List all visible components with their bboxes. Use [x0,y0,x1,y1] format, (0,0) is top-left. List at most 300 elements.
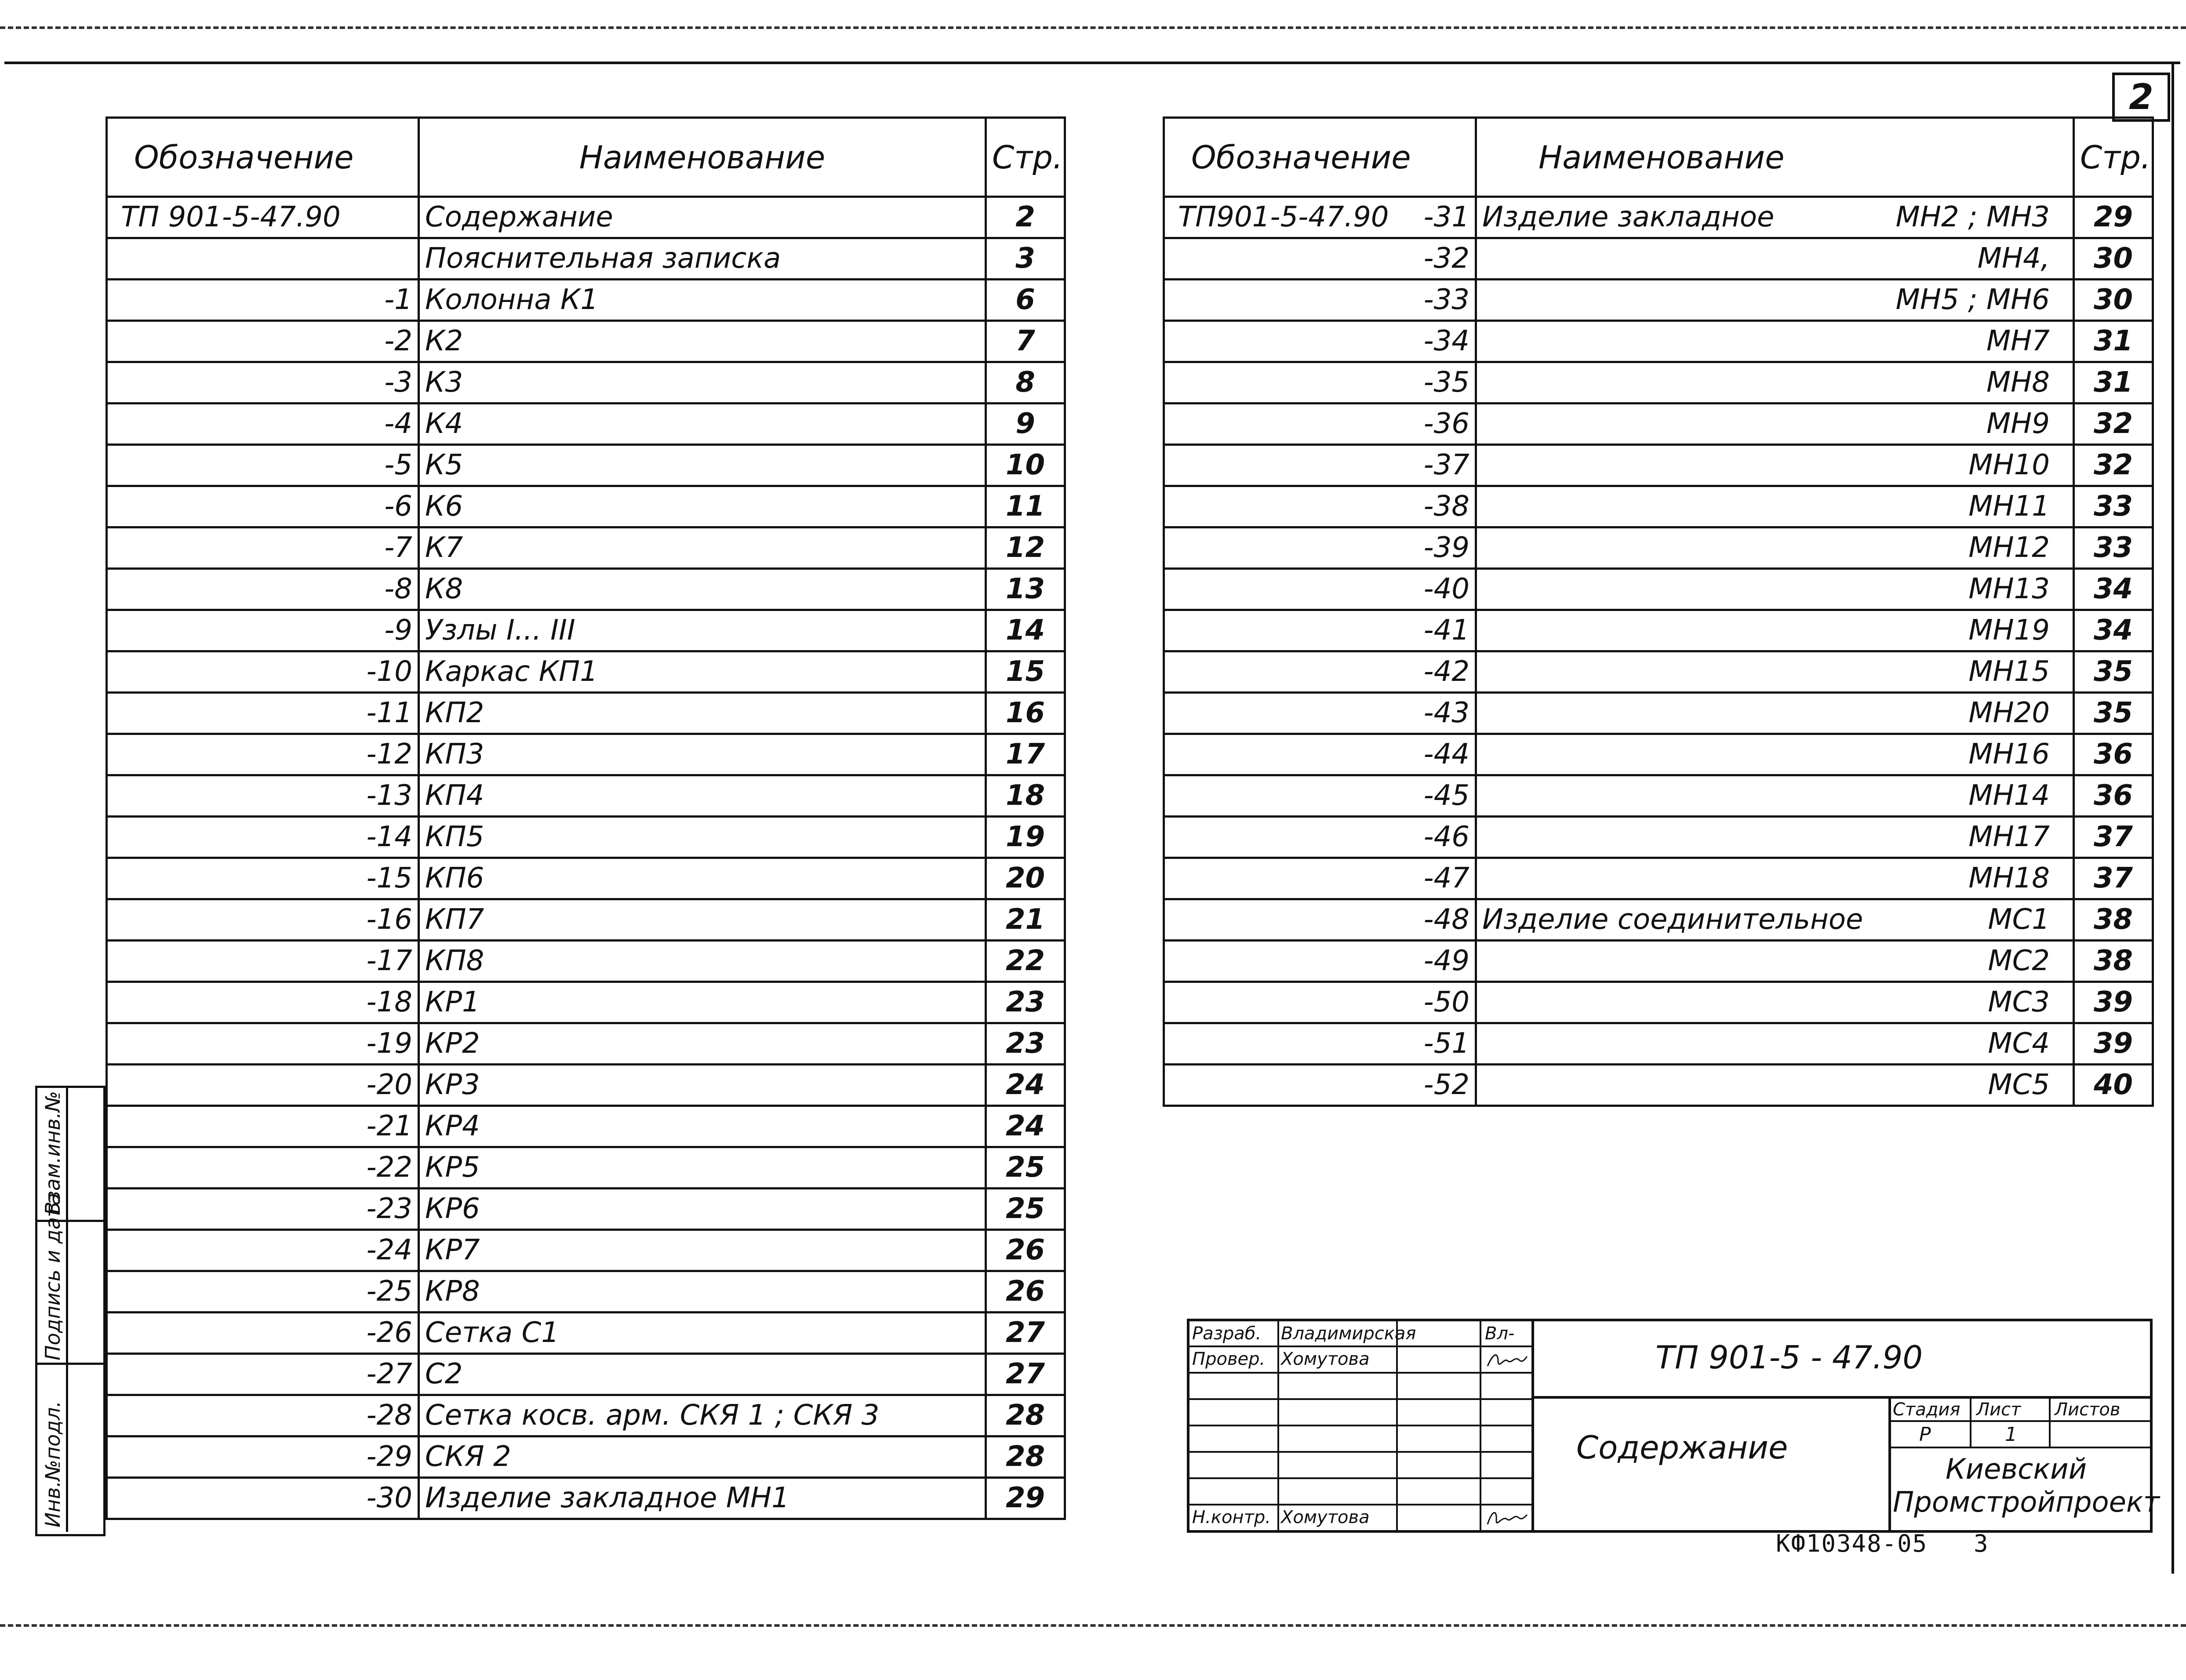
row-page: 13 [986,569,1065,610]
row-code: ТП 901-5-47.90 [107,197,419,238]
row-page: 18 [986,775,1065,817]
row-code-cell [1164,817,1476,858]
row-page: 39 [2074,1023,2153,1065]
name-checker: Хомутова [1281,1349,1370,1369]
row-name: Изделие закладное МН1 [419,1478,986,1519]
row-page: 3 [986,238,1065,280]
row-name: К5 [419,445,986,486]
row-code-cell [1164,1065,1476,1106]
row-mark: МН14 [1968,779,2050,812]
row-page: 33 [2074,486,2153,527]
table-row [107,527,1065,569]
row-mark: МН19 [1968,614,2050,647]
row-mark: МН9 [1986,407,2050,440]
document-code: ТП 901-5 - 47.90 [1655,1339,1923,1376]
row-code: -37 [1423,449,1469,481]
row-name-cell [1476,238,2074,280]
top-edge-line [0,26,2186,29]
row-page: 36 [2074,775,2153,817]
row-name: СКЯ 2 [419,1436,986,1478]
row-name: КП7 [419,899,986,941]
row-name: КП4 [419,775,986,817]
row-code: -5 [107,445,419,486]
row-page: 16 [986,693,1065,734]
row-name-cell [1476,651,2074,693]
table-row [107,858,1065,899]
row-code: -47 [1423,862,1469,895]
row-page: 29 [986,1478,1065,1519]
row-page: 8 [986,362,1065,404]
row-code-cell [1164,858,1476,899]
row-code: -22 [107,1147,419,1189]
table-row [107,1271,1065,1313]
table-row [1164,362,2153,404]
row-code: -41 [1423,614,1469,647]
row-page: 35 [2074,693,2153,734]
row-name-cell [1476,321,2074,362]
row-page: 27 [986,1354,1065,1395]
tb-divider [1189,1504,1531,1505]
row-page: 19 [986,817,1065,858]
tb-divider [2049,1396,2051,1448]
role-developer: Разраб. [1192,1324,1262,1344]
header-page: Стр. [2074,118,2153,197]
row-page: 17 [986,734,1065,775]
row-code: -23 [107,1189,419,1230]
row-name: Содержание [419,197,986,238]
tb-divider [1189,1345,1531,1347]
row-page: 33 [2074,527,2153,569]
signature-norm-control [1485,1506,1529,1529]
row-code: -51 [1423,1027,1469,1060]
row-name-cell [1476,899,2074,941]
table-row [1164,238,2153,280]
row-name: К6 [419,486,986,527]
row-name: КР3 [419,1065,986,1106]
table-row [107,693,1065,734]
right-border-line [2171,62,2174,1574]
row-code: -39 [1423,531,1469,564]
bottom-edge-line [0,1624,2186,1627]
row-code: -4 [107,404,419,445]
table-row [1164,899,2153,941]
row-code-cell [1164,610,1476,651]
row-name-cell [1476,445,2074,486]
role-norm-control: Н.контр. [1192,1507,1271,1527]
row-name: С2 [419,1354,986,1395]
row-name: КП2 [419,693,986,734]
table-row [107,1354,1065,1395]
row-name: Пояснительная записка [419,238,986,280]
table-row [107,1230,1065,1271]
row-code: -12 [107,734,419,775]
row-code-cell [1164,238,1476,280]
row-mark: МН5 ; МН6 [1895,284,2050,316]
row-page: 12 [986,527,1065,569]
row-code: -30 [107,1478,419,1519]
row-page: 32 [2074,445,2153,486]
row-code: -8 [107,569,419,610]
row-page: 28 [986,1436,1065,1478]
row-page: 26 [986,1271,1065,1313]
row-code-cell [1164,321,1476,362]
row-code: -29 [107,1436,419,1478]
table-row [107,486,1065,527]
row-name-cell [1476,569,2074,610]
row-code: -19 [107,1023,419,1065]
table-row [1164,1065,2153,1106]
sheet-label: Лист [1976,1400,2021,1420]
header-name: Наименование [1476,118,2074,197]
row-name-cell [1476,817,2074,858]
row-name: КР4 [419,1106,986,1147]
table-row [107,899,1065,941]
row-code: -20 [107,1065,419,1106]
row-code: -18 [107,982,419,1023]
row-code-cell [1164,197,1476,238]
role-checker: Провер. [1192,1349,1266,1369]
row-code-cell [1164,362,1476,404]
row-name-cell [1476,982,2074,1023]
row-code: -43 [1423,697,1469,729]
row-code: -1 [107,280,419,321]
row-code: -35 [1423,366,1469,399]
row-page: 24 [986,1065,1065,1106]
header-code: Обозначение [1164,118,1476,197]
row-name-cell [1476,1023,2074,1065]
row-code: -42 [1423,655,1469,688]
row-page: 38 [2074,899,2153,941]
margin-label-signature-date: Подпись и дата [41,1193,65,1360]
table-row [1164,527,2153,569]
row-page: 21 [986,899,1065,941]
row-page: 15 [986,651,1065,693]
table-row [107,197,1065,238]
table-row [1164,445,2153,486]
row-name: Сетка косв. арм. СКЯ 1 ; СКЯ 3 [419,1395,986,1436]
row-page: 25 [986,1189,1065,1230]
row-code [107,238,419,280]
row-mark: МН17 [1968,821,2050,853]
stage-value: Р [1919,1423,1931,1446]
row-mark: МС2 [1988,945,2050,977]
archive-code: КФ10348-05 [1776,1530,1928,1557]
row-page: 38 [2074,941,2153,982]
table-header-row [1164,118,2153,197]
row-mark: МН4, [1977,242,2050,275]
row-page: 34 [2074,610,2153,651]
table-row [1164,693,2153,734]
row-mark: МН12 [1968,531,2050,564]
row-name: КР8 [419,1271,986,1313]
row-name: К8 [419,569,986,610]
tb-divider [1531,1396,2150,1399]
row-code: -15 [107,858,419,899]
header-page: Стр. [986,118,1065,197]
row-name: Изделие соединительное [1482,903,1863,936]
row-code: -49 [1423,945,1469,977]
row-name-cell [1476,404,2074,445]
table-row [107,775,1065,817]
row-code-cell [1164,404,1476,445]
row-code-cell [1164,775,1476,817]
row-page: 23 [986,982,1065,1023]
row-name: КР2 [419,1023,986,1065]
row-page: 25 [986,1147,1065,1189]
table-row [107,321,1065,362]
table-row [107,1395,1065,1436]
table-row [1164,651,2153,693]
row-code: -31 [1423,201,1469,233]
row-page: 9 [986,404,1065,445]
row-code-cell [1164,486,1476,527]
row-name-cell [1476,1065,2074,1106]
table-row [1164,569,2153,610]
row-name-cell [1476,734,2074,775]
row-code: -24 [107,1230,419,1271]
row-code: -9 [107,610,419,651]
table-row [107,982,1065,1023]
row-mark: МН16 [1968,738,2050,771]
row-mark: МН2 ; МН3 [1895,201,2050,233]
row-code: -3 [107,362,419,404]
row-name: КР6 [419,1189,986,1230]
tb-divider [1189,1398,1531,1400]
row-mark: МН10 [1968,449,2050,481]
row-code: -44 [1423,738,1469,771]
name-developer: Владимирская [1281,1324,1416,1344]
row-name: К7 [419,527,986,569]
row-name: К2 [419,321,986,362]
sheet-value: 1 [2005,1423,2017,1446]
table-row [1164,982,2153,1023]
table-row [1164,858,2153,899]
table-row [107,445,1065,486]
row-code-cell [1164,693,1476,734]
table-row [107,610,1065,651]
margin-label-replaced-inv: Взам.инв.№ [41,1091,65,1215]
row-code: -10 [107,651,419,693]
table-row [1164,734,2153,775]
row-code-cell [1164,899,1476,941]
table-row [1164,404,2153,445]
tb-divider [1531,1321,1534,1530]
table-row [1164,321,2153,362]
row-name: К3 [419,362,986,404]
row-name-cell [1476,527,2074,569]
row-code-cell [1164,445,1476,486]
row-code-cell [1164,651,1476,693]
row-code: -14 [107,817,419,858]
row-code: -50 [1423,986,1469,1018]
row-page: 30 [2074,280,2153,321]
table-row [107,1436,1065,1478]
row-code-cell [1164,1023,1476,1065]
row-name: КП3 [419,734,986,775]
row-code-cell [1164,527,1476,569]
row-code: -7 [107,527,419,569]
row-code-prefix: ТП901-5-47.90 [1178,201,1389,233]
row-page: 27 [986,1313,1065,1354]
row-page: 6 [986,280,1065,321]
margin-label-original-inv: Инв.№подл. [41,1400,65,1527]
table-row [1164,817,2153,858]
table-row [107,1478,1065,1519]
row-name: КР5 [419,1147,986,1189]
table-row [107,734,1065,775]
row-page: 36 [2074,734,2153,775]
table-row [1164,941,2153,982]
row-name: КП6 [419,858,986,899]
table-header-row [107,118,1065,197]
organization-line-1: Киевский [1946,1453,2087,1486]
signature-checker [1485,1349,1529,1371]
row-page: 22 [986,941,1065,982]
sheet-title: Содержание [1576,1429,1788,1466]
sheet-number: 2 [2112,73,2170,122]
row-code-cell [1164,569,1476,610]
header-name: Наименование [419,118,986,197]
row-page: 10 [986,445,1065,486]
row-name: К4 [419,404,986,445]
tb-divider [1189,1477,1531,1479]
row-name-cell [1476,486,2074,527]
table-row [107,404,1065,445]
row-code: -33 [1423,284,1469,316]
table-row [107,1189,1065,1230]
row-name-cell [1476,941,2074,982]
row-name-cell [1476,197,2074,238]
table-row [1164,610,2153,651]
table-row [107,1065,1065,1106]
row-name: Изделие закладное [1482,201,1775,233]
row-name: Каркас КП1 [419,651,986,693]
row-name-cell [1476,693,2074,734]
row-mark: МН15 [1968,655,2050,688]
row-mark: МС3 [1988,986,2050,1018]
table-row [1164,280,2153,321]
row-code-cell [1164,982,1476,1023]
row-mark: МН18 [1968,862,2050,895]
table-row [107,817,1065,858]
row-mark: МС5 [1988,1069,2050,1101]
row-name: КР1 [419,982,986,1023]
tb-divider [1189,1372,1531,1374]
row-code: -38 [1423,490,1469,523]
row-name: Узлы I... III [419,610,986,651]
organization-line-2: Промстройпроект [1893,1486,2160,1519]
row-name: КП8 [419,941,986,982]
table-row [107,1106,1065,1147]
contents-table-left [105,116,1066,1520]
tb-divider [1970,1396,1971,1448]
row-mark: МС4 [1988,1027,2050,1060]
table-row [107,362,1065,404]
table-row [107,941,1065,982]
table-row [107,1147,1065,1189]
row-page: 37 [2074,858,2153,899]
row-name-cell [1476,610,2074,651]
row-code: -40 [1423,573,1469,605]
stage-label: Стадия [1893,1400,1960,1420]
table-row [107,1023,1065,1065]
tb-divider [1888,1447,2150,1448]
sheets-label: Листов [2055,1400,2121,1420]
row-code: -11 [107,693,419,734]
row-code: -52 [1423,1069,1469,1101]
row-page: 29 [2074,197,2153,238]
row-mark: МН7 [1986,325,2050,357]
row-name-cell [1476,775,2074,817]
table-row [107,569,1065,610]
row-mark: МН20 [1968,697,2050,729]
row-code: -25 [107,1271,419,1313]
row-code: -13 [107,775,419,817]
name-norm-control: Хомутова [1281,1507,1370,1527]
table-row [1164,486,2153,527]
row-page: 23 [986,1023,1065,1065]
row-mark: МН13 [1968,573,2050,605]
row-page: 30 [2074,238,2153,280]
row-page: 40 [2074,1065,2153,1106]
row-code: -26 [107,1313,419,1354]
row-name: Сетка С1 [419,1313,986,1354]
row-page: 11 [986,486,1065,527]
sign-developer: Вл- [1485,1324,1515,1344]
tb-divider [1189,1451,1531,1453]
table-row [107,651,1065,693]
row-page: 20 [986,858,1065,899]
row-code: -27 [107,1354,419,1395]
row-name: Колонна К1 [419,280,986,321]
row-code: -46 [1423,821,1469,853]
row-page: 35 [2074,651,2153,693]
contents-table-right [1163,116,2154,1107]
row-page: 14 [986,610,1065,651]
row-page: 7 [986,321,1065,362]
row-name-cell [1476,858,2074,899]
row-mark: МС1 [1988,903,2050,936]
margin-stamp [35,1086,105,1536]
row-page: 31 [2074,321,2153,362]
row-page: 34 [2074,569,2153,610]
row-code: -36 [1423,407,1469,440]
row-page: 32 [2074,404,2153,445]
row-code-cell [1164,734,1476,775]
row-code: -34 [1423,325,1469,357]
row-code: -32 [1423,242,1469,275]
row-page: 24 [986,1106,1065,1147]
row-code: -45 [1423,779,1469,812]
row-page: 37 [2074,817,2153,858]
tb-divider [1189,1425,1531,1426]
row-code-cell [1164,941,1476,982]
row-page: 2 [986,197,1065,238]
table-row [107,238,1065,280]
row-name-cell [1476,280,2074,321]
row-page: 31 [2074,362,2153,404]
row-code: -2 [107,321,419,362]
row-code: -28 [107,1395,419,1436]
tb-divider [1888,1420,2150,1422]
row-mark: МН8 [1986,366,2050,399]
row-name: КР7 [419,1230,986,1271]
row-code: -48 [1423,903,1469,936]
row-page: 28 [986,1395,1065,1436]
title-block [1187,1319,2160,1533]
header-code: Обозначение [107,118,419,197]
table-row [107,1313,1065,1354]
